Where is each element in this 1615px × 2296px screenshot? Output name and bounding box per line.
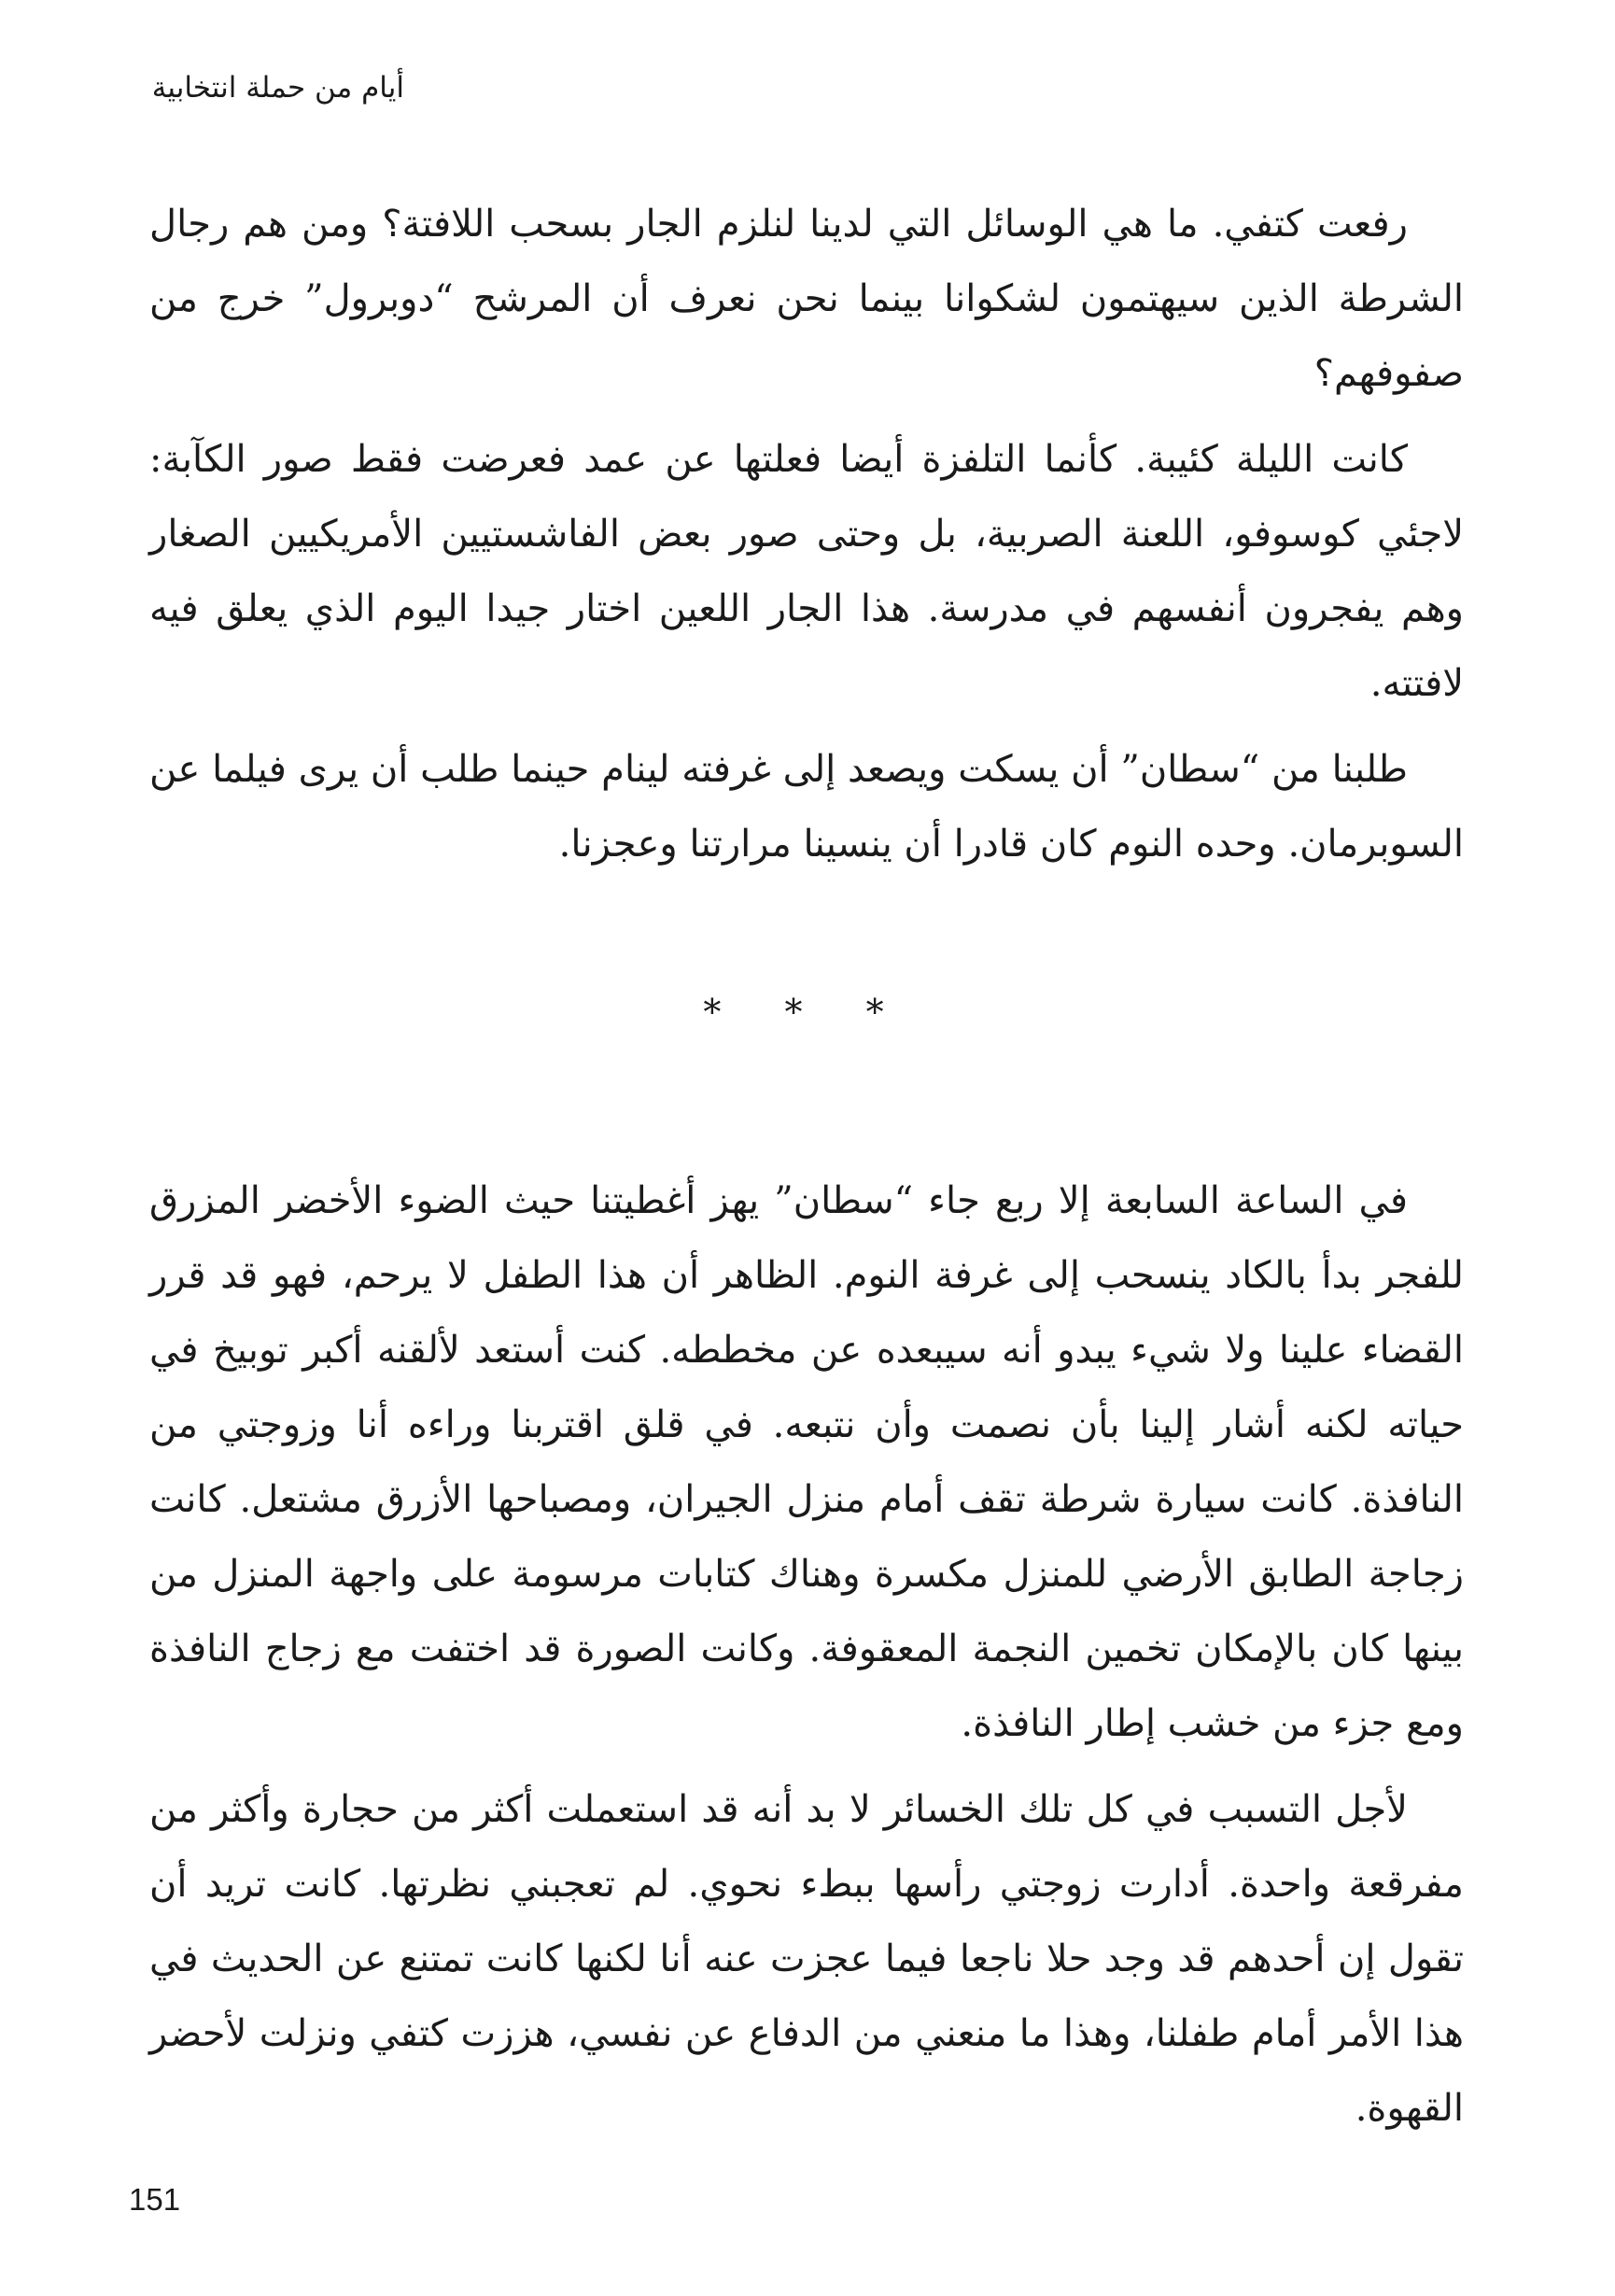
running-head: أيام من حملة انتخابية <box>151 71 404 105</box>
page-number: 151 <box>129 2182 181 2217</box>
paragraph-1: رفعت كتفي. ما هي الوسائل التي لدينا لنلزم الجار بسحب اللافتة؟ ومن هم رجال الشرطة الذين سيهتمون لشكوانا بينما نحن نعرف أن المرشح “دوبرول” خرج من صفوفهم؟ <box>149 203 1464 395</box>
paragraph-5: لأجل التسبب في كل تلك الخسائر لا بد أنه قد استعملت أكثر من حجارة وأكثر من مفرقعة واحدة. أدارت زوجتي رأسها ببطء نحوي. لم تعجبني نظرتها. كانت تريد أن تقول إن أحدهم قد وجد حلا ناجعا فيما عجزت عنه أنا لكنها كانت تمتنع عن الحديث في هذا الأمر أمام طفلنا، وهذا ما منعني من الدفاع عن نفسي، هززت كتفي ونزلت لأحضر القهوة. <box>149 1788 1464 2130</box>
paragraph-4: في الساعة السابعة إلا ربع جاء “سطان” يهز أغطيتنا حيث الضوء الأخضر المزرق للفجر بدأ بالكاد ينسحب إلى غرفة النوم. الظاهر أن هذا الطفل لا يرحم، فهو قد قرر القضاء علينا ولا شيء يبدو أنه سيبعده عن مخططه. كنت أستعد لألقنه أكبر توبيخ في حياته لكنه أشار إلينا بأن نصمت وأن نتبعه. في قلق اقتربنا وراءه أنا وزوجتي من النافذة. كانت سيارة شرطة تقف أمام منزل الجيران، ومصباحها الأزرق مشتعل. كانت زجاجة الطابق الأرضي للمنزل مكسرة وهناك كتابات مرسومة على واجهة المنزل من بينها كان بالإمكان تخمين النجمة المعقوفة. وكانت الصورة قد اختفت مع زجاج النافذة ومع جزء من خشب إطار النافذة. <box>149 1179 1464 1745</box>
body-text <box>149 187 1464 2157</box>
paragraph-3: طلبنا من “سطان” أن يسكت ويصعد إلى غرفته لينام حينما طلب أن يرى فيلما عن السوبرمان. وحده النوم كان قادرا أن ينسينا مرارتنا وعجزنا. <box>149 748 1464 866</box>
section-separator: * * * <box>703 992 910 1033</box>
paragraph-2: كانت الليلة كئيبة. كأنما التلفزة أيضا فعلتها عن عمد فعرضت فقط صور الكآبة: لاجئي كوسوفو، اللعنة الصربية، بل وحتى صور بعض الفاشستيين الأمريكيين الصغار وهم يفجرون أنفسهم في مدرسة. هذا الجار اللعين اختار جيدا اليوم الذي يعلق فيه لافتته. <box>149 438 1464 705</box>
